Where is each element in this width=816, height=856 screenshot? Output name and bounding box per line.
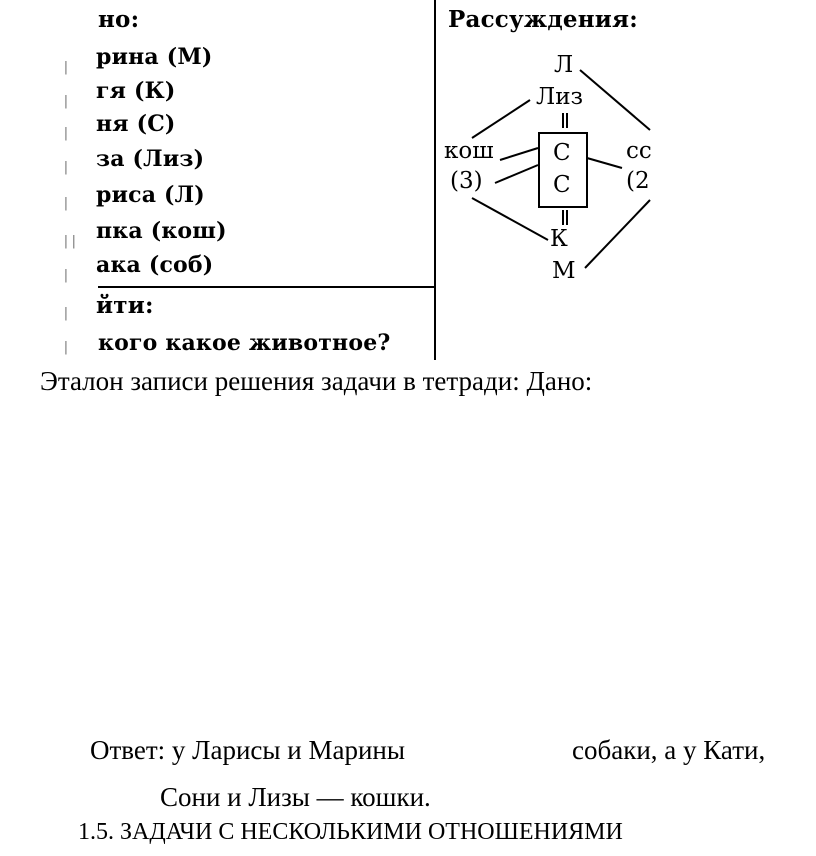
label-m: М (552, 258, 576, 284)
list-item: рина (М) (96, 44, 213, 70)
label-liz: Лиз (536, 84, 584, 110)
list-item: гя (К) (96, 78, 176, 104)
scan-artifact-icon: | (62, 126, 70, 141)
answer-line-1-part-2: собаки, а у Кати, (572, 735, 766, 765)
scan-artifact-icon: | (62, 340, 70, 355)
scan-artifact-icon: || (62, 234, 78, 249)
scan-artifact-icon: | (62, 94, 70, 109)
given-header: но: (98, 6, 140, 33)
scan-artifact-icon: | (62, 160, 70, 175)
label-l-top: Л (554, 52, 574, 78)
scan-artifact-icon: | (62, 60, 70, 75)
reasoning-header: Рассуждения: (448, 6, 638, 33)
label-kosh-count: (3) (450, 168, 483, 194)
label-kosh: кош (444, 138, 494, 164)
scan-artifact-icon: | (62, 306, 70, 321)
diagram-lines (0, 0, 816, 360)
caption-text: Эталон записи решения задачи в тетради: Дано: (40, 366, 593, 396)
label-s-2: С (553, 172, 571, 198)
list-item: пка (кош) (96, 218, 227, 244)
list-item: ака (соб) (96, 252, 214, 278)
label-sob: сс (626, 138, 652, 164)
scan-artifact-icon: | (62, 268, 70, 283)
find-text: кого какое животное? (98, 330, 391, 356)
list-item: ня (С) (96, 111, 176, 137)
list-item: риса (Л) (96, 182, 205, 208)
answer-line-1-part-1: Ответ: у Ларисы и Марины (90, 735, 406, 765)
label-s-1: С (553, 140, 571, 166)
answer-line-2: Сони и Лизы — кошки. (160, 782, 431, 812)
label-k: К (550, 226, 568, 252)
section-title: 1.5. ЗАДАЧИ С НЕСКОЛЬКИМИ ОТНОШЕНИЯМИ (78, 819, 623, 845)
label-sob-count: (2 (626, 168, 650, 194)
scan-artifact-icon: | (62, 196, 70, 211)
find-header: йти: (96, 292, 154, 319)
list-item: за (Лиз) (96, 146, 205, 172)
